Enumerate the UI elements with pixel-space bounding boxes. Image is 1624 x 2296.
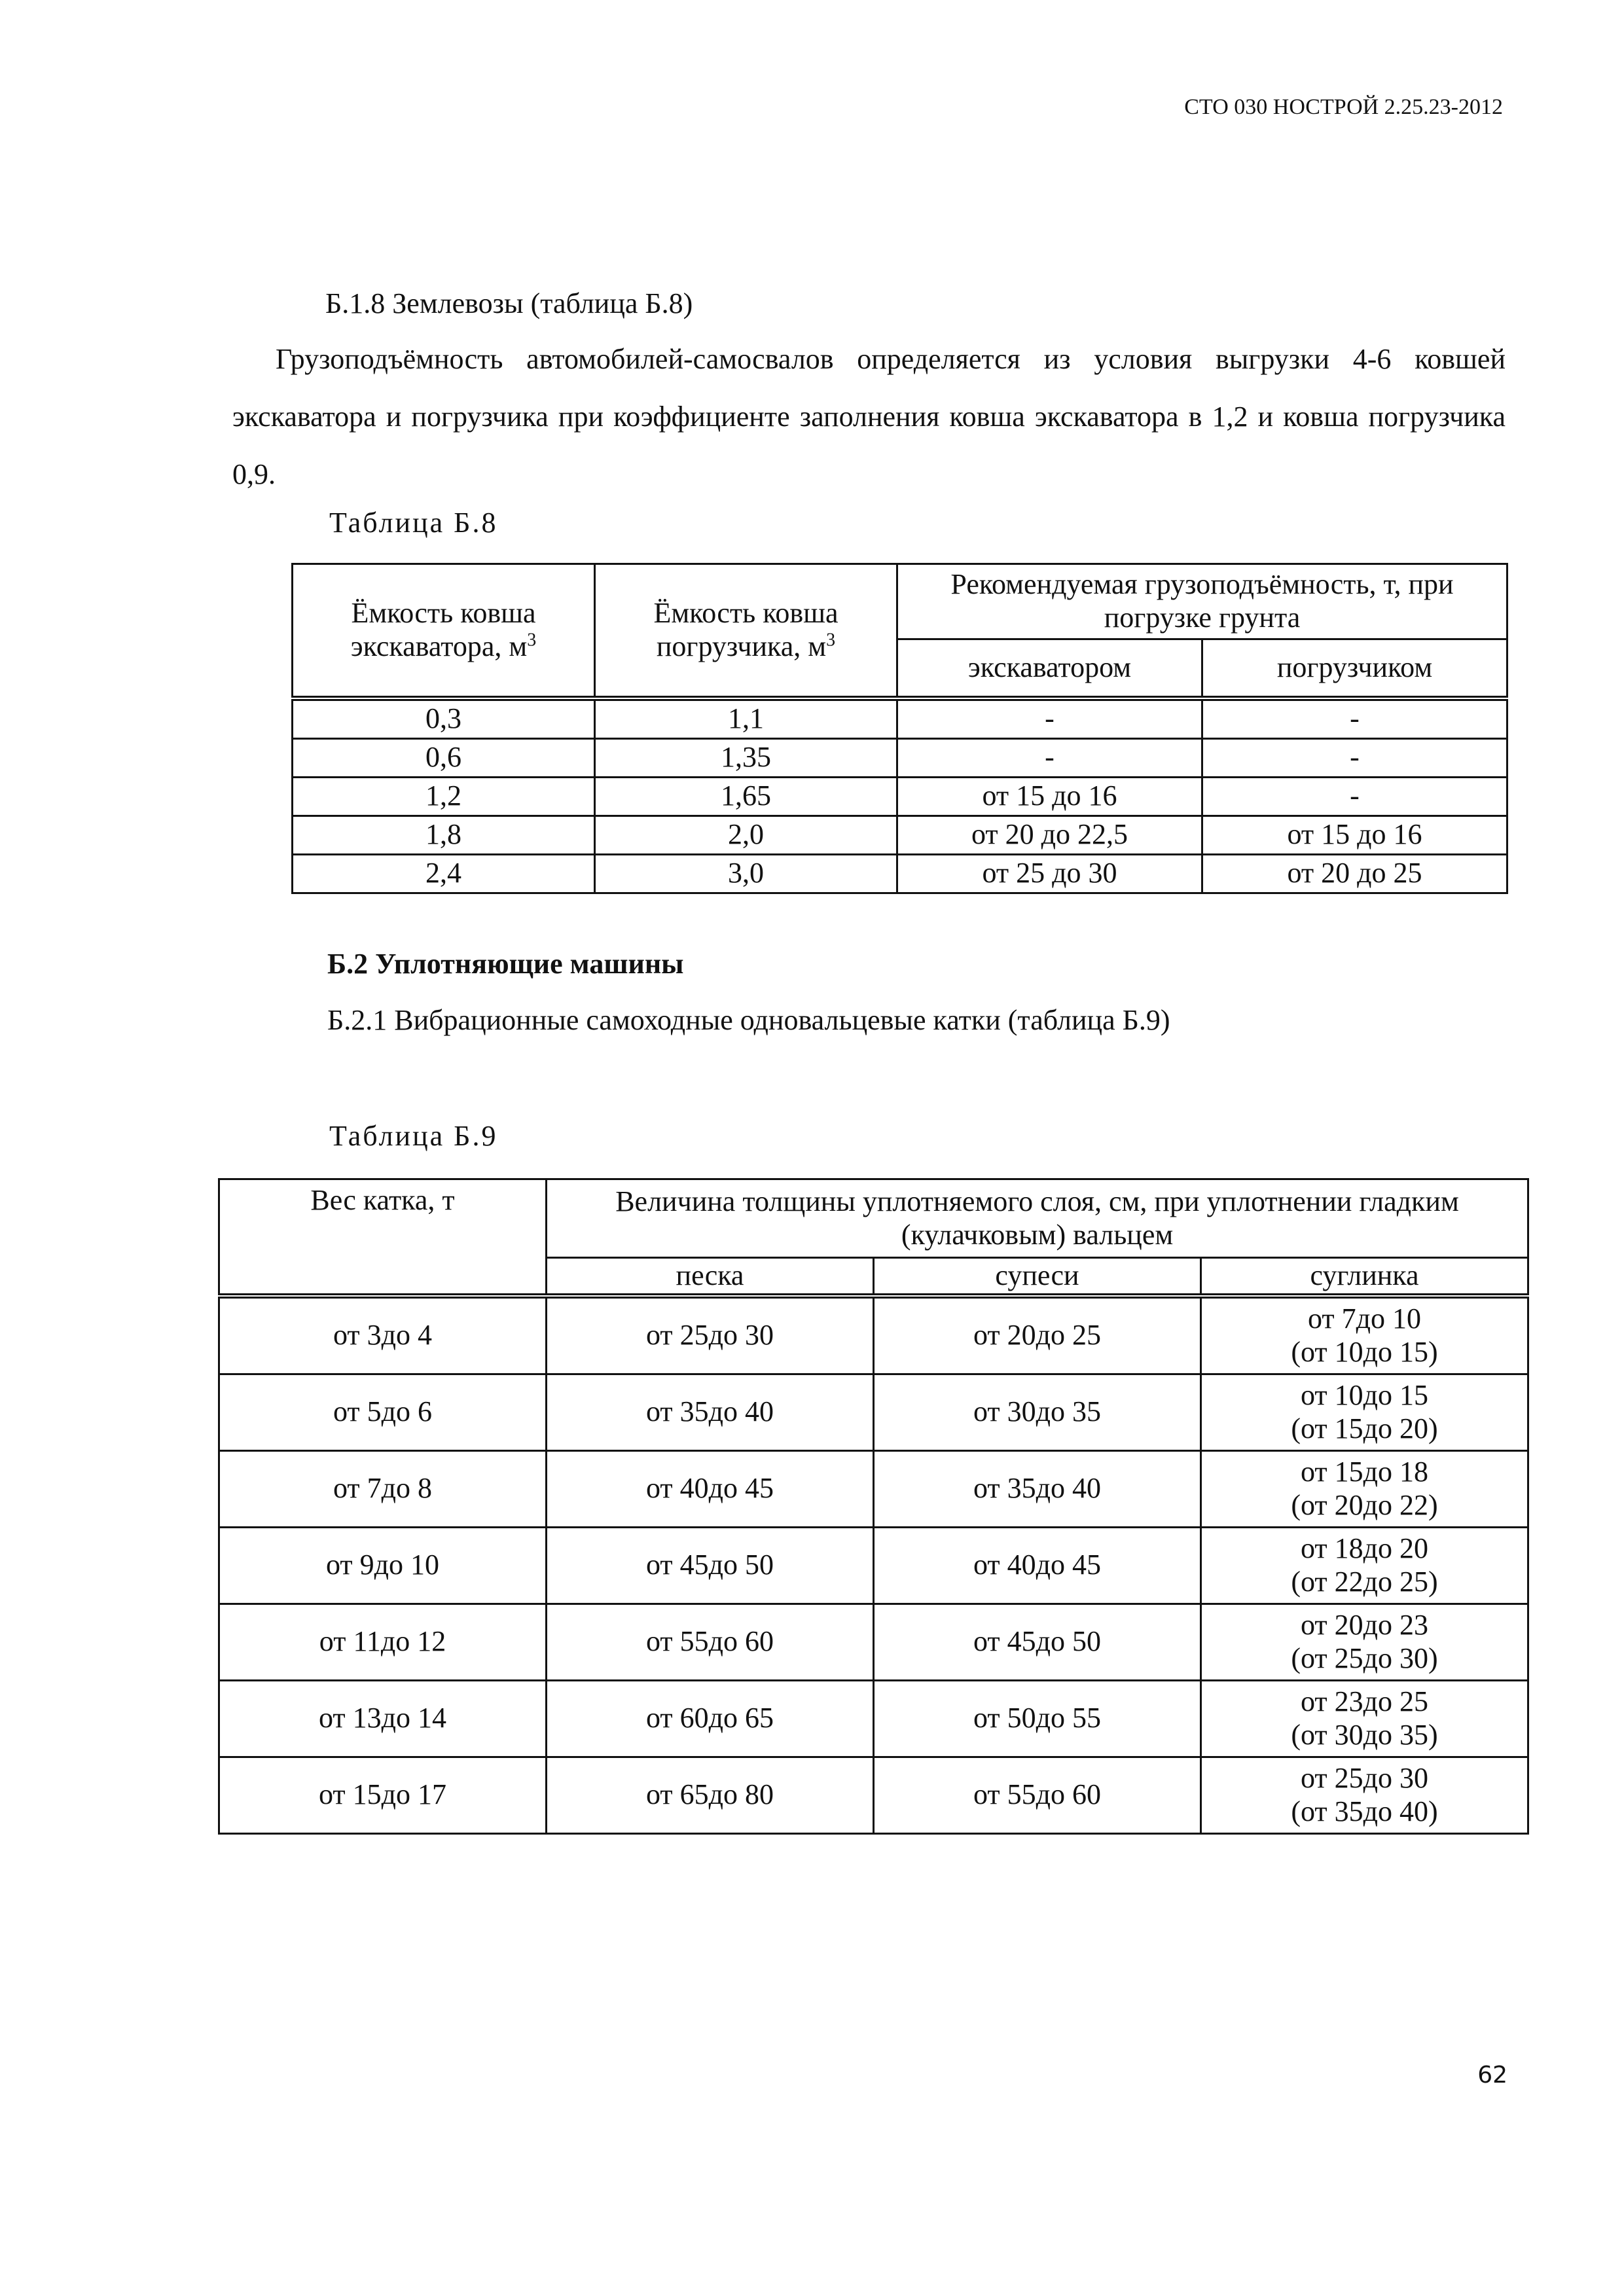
table-cell: от 5до 6 xyxy=(219,1374,547,1450)
table-cell: от 23до 25 (от 30до 35) xyxy=(1201,1680,1528,1757)
table-b8-header-excavator-bucket: Ёмкость ковша экскаватора, $м^3$ xyxy=(293,564,595,698)
table-row xyxy=(219,1450,1528,1527)
table-row xyxy=(293,698,1507,739)
table-b8-header-loader-bucket: Ёмкость ковша погрузчика, $м^3$ xyxy=(595,564,897,698)
document-code-header: СТО 030 НОСТРОЙ 2.25.23-2012 xyxy=(1184,95,1503,119)
table-b9-header-sandy-loam: супеси xyxy=(874,1258,1201,1296)
table-cell: от 15до 18 (от 20до 22) xyxy=(1201,1450,1528,1527)
table-b9-header-roller-weight: Вес катка, т xyxy=(219,1179,547,1296)
table-cell: от 50до 55 xyxy=(874,1680,1201,1757)
table-cell: - xyxy=(1202,738,1507,777)
table-cell: - xyxy=(897,698,1202,739)
table-row xyxy=(293,816,1507,854)
table-cell: от 15 до 16 xyxy=(1202,816,1507,854)
table-cell: - xyxy=(897,738,1202,777)
table-cell: от 45до 50 xyxy=(547,1527,874,1604)
table-b8-header-loader: погрузчиком xyxy=(1202,639,1507,698)
table-b9-header-sand: песка xyxy=(547,1258,874,1296)
page-number: 62 xyxy=(1477,2062,1507,2089)
table-cell: от 20 до 22,5 xyxy=(897,816,1202,854)
table-b8-header-excavator: экскаватором xyxy=(897,639,1202,698)
table-cell: 1,35 xyxy=(595,738,897,777)
table-cell: 1,65 xyxy=(595,777,897,816)
table-cell: от 55до 60 xyxy=(874,1757,1201,1833)
table-cell: от 55до 60 xyxy=(547,1604,874,1680)
section-title-b2: Б.2 Уплотняющие машины xyxy=(327,948,684,980)
table-cell: 0,6 xyxy=(293,738,595,777)
table-b8-header-capacity: Рекомендуемая грузоподъёмность, т, при погрузке грунта xyxy=(897,564,1507,639)
table-cell: от 7до 8 xyxy=(219,1450,547,1527)
table-b8-caption: Таблица Б.8 xyxy=(329,507,498,539)
table-cell: 1,8 xyxy=(293,816,595,854)
table-cell: 1,2 xyxy=(293,777,595,816)
table-b8 xyxy=(291,563,1508,894)
table-cell: от 25до 30 xyxy=(547,1296,874,1374)
table-row xyxy=(219,1757,1528,1833)
paragraph-text: Грузоподъёмность автомобилей-самосвалов определяется из условия выгрузки 4-6 ковшей экскаватора и погрузчика при коэффициенте заполнения ковша экскаватора в 1,2 и ковша погрузчика 0,9. xyxy=(232,343,1506,490)
section-paragraph xyxy=(232,331,1506,503)
table-row xyxy=(219,1604,1528,1680)
table-cell: от 20до 25 xyxy=(874,1296,1201,1374)
table-cell: от 65до 80 xyxy=(547,1757,874,1833)
table-cell: от 13до 14 xyxy=(219,1680,547,1757)
table-cell: от 9до 10 xyxy=(219,1527,547,1604)
table-b9-header-loam: суглинка xyxy=(1201,1258,1528,1296)
table-row xyxy=(219,1527,1528,1604)
table-row xyxy=(219,1374,1528,1450)
table-row xyxy=(219,1296,1528,1374)
table-cell: 3,0 xyxy=(595,854,897,893)
table-cell: 2,0 xyxy=(595,816,897,854)
table-b9 xyxy=(218,1178,1529,1835)
table-row xyxy=(293,854,1507,893)
table-cell: от 11до 12 xyxy=(219,1604,547,1680)
table-cell: от 25до 30 (от 35до 40) xyxy=(1201,1757,1528,1833)
table-cell: - xyxy=(1202,698,1507,739)
table-cell: от 30до 35 xyxy=(874,1374,1201,1450)
table-row xyxy=(219,1680,1528,1757)
table-cell: от 40до 45 xyxy=(874,1527,1201,1604)
table-cell: от 15 до 16 xyxy=(897,777,1202,816)
table-cell: - xyxy=(1202,777,1507,816)
section-title-b18: Б.1.8 Землевозы (таблица Б.8) xyxy=(325,287,693,319)
table-cell: от 60до 65 xyxy=(547,1680,874,1757)
table-cell: 0,3 xyxy=(293,698,595,739)
table-cell: от 45до 50 xyxy=(874,1604,1201,1680)
table-b9-header-layer-thickness: Величина толщины уплотняемого слоя, см, при уплотнении гладким (кулачковым) вальцем xyxy=(547,1179,1528,1258)
table-cell: от 10до 15 (от 15до 20) xyxy=(1201,1374,1528,1450)
section-subtitle-b21: Б.2.1 Вибрационные самоходные одновальцевые катки (таблица Б.9) xyxy=(327,1004,1170,1036)
table-cell: от 20 до 25 xyxy=(1202,854,1507,893)
table-cell: 1,1 xyxy=(595,698,897,739)
table-cell: от 25 до 30 xyxy=(897,854,1202,893)
table-cell: от 40до 45 xyxy=(547,1450,874,1527)
table-cell: от 15до 17 xyxy=(219,1757,547,1833)
table-b9-caption: Таблица Б.9 xyxy=(329,1120,498,1152)
table-cell: от 3до 4 xyxy=(219,1296,547,1374)
table-cell: от 18до 20 (от 22до 25) xyxy=(1201,1527,1528,1604)
table-cell: от 7до 10 (от 10до 15) xyxy=(1201,1296,1528,1374)
table-cell: от 35до 40 xyxy=(547,1374,874,1450)
table-cell: от 20до 23 (от 25до 30) xyxy=(1201,1604,1528,1680)
table-row xyxy=(293,777,1507,816)
table-row xyxy=(293,738,1507,777)
table-cell: 2,4 xyxy=(293,854,595,893)
table-cell: от 35до 40 xyxy=(874,1450,1201,1527)
